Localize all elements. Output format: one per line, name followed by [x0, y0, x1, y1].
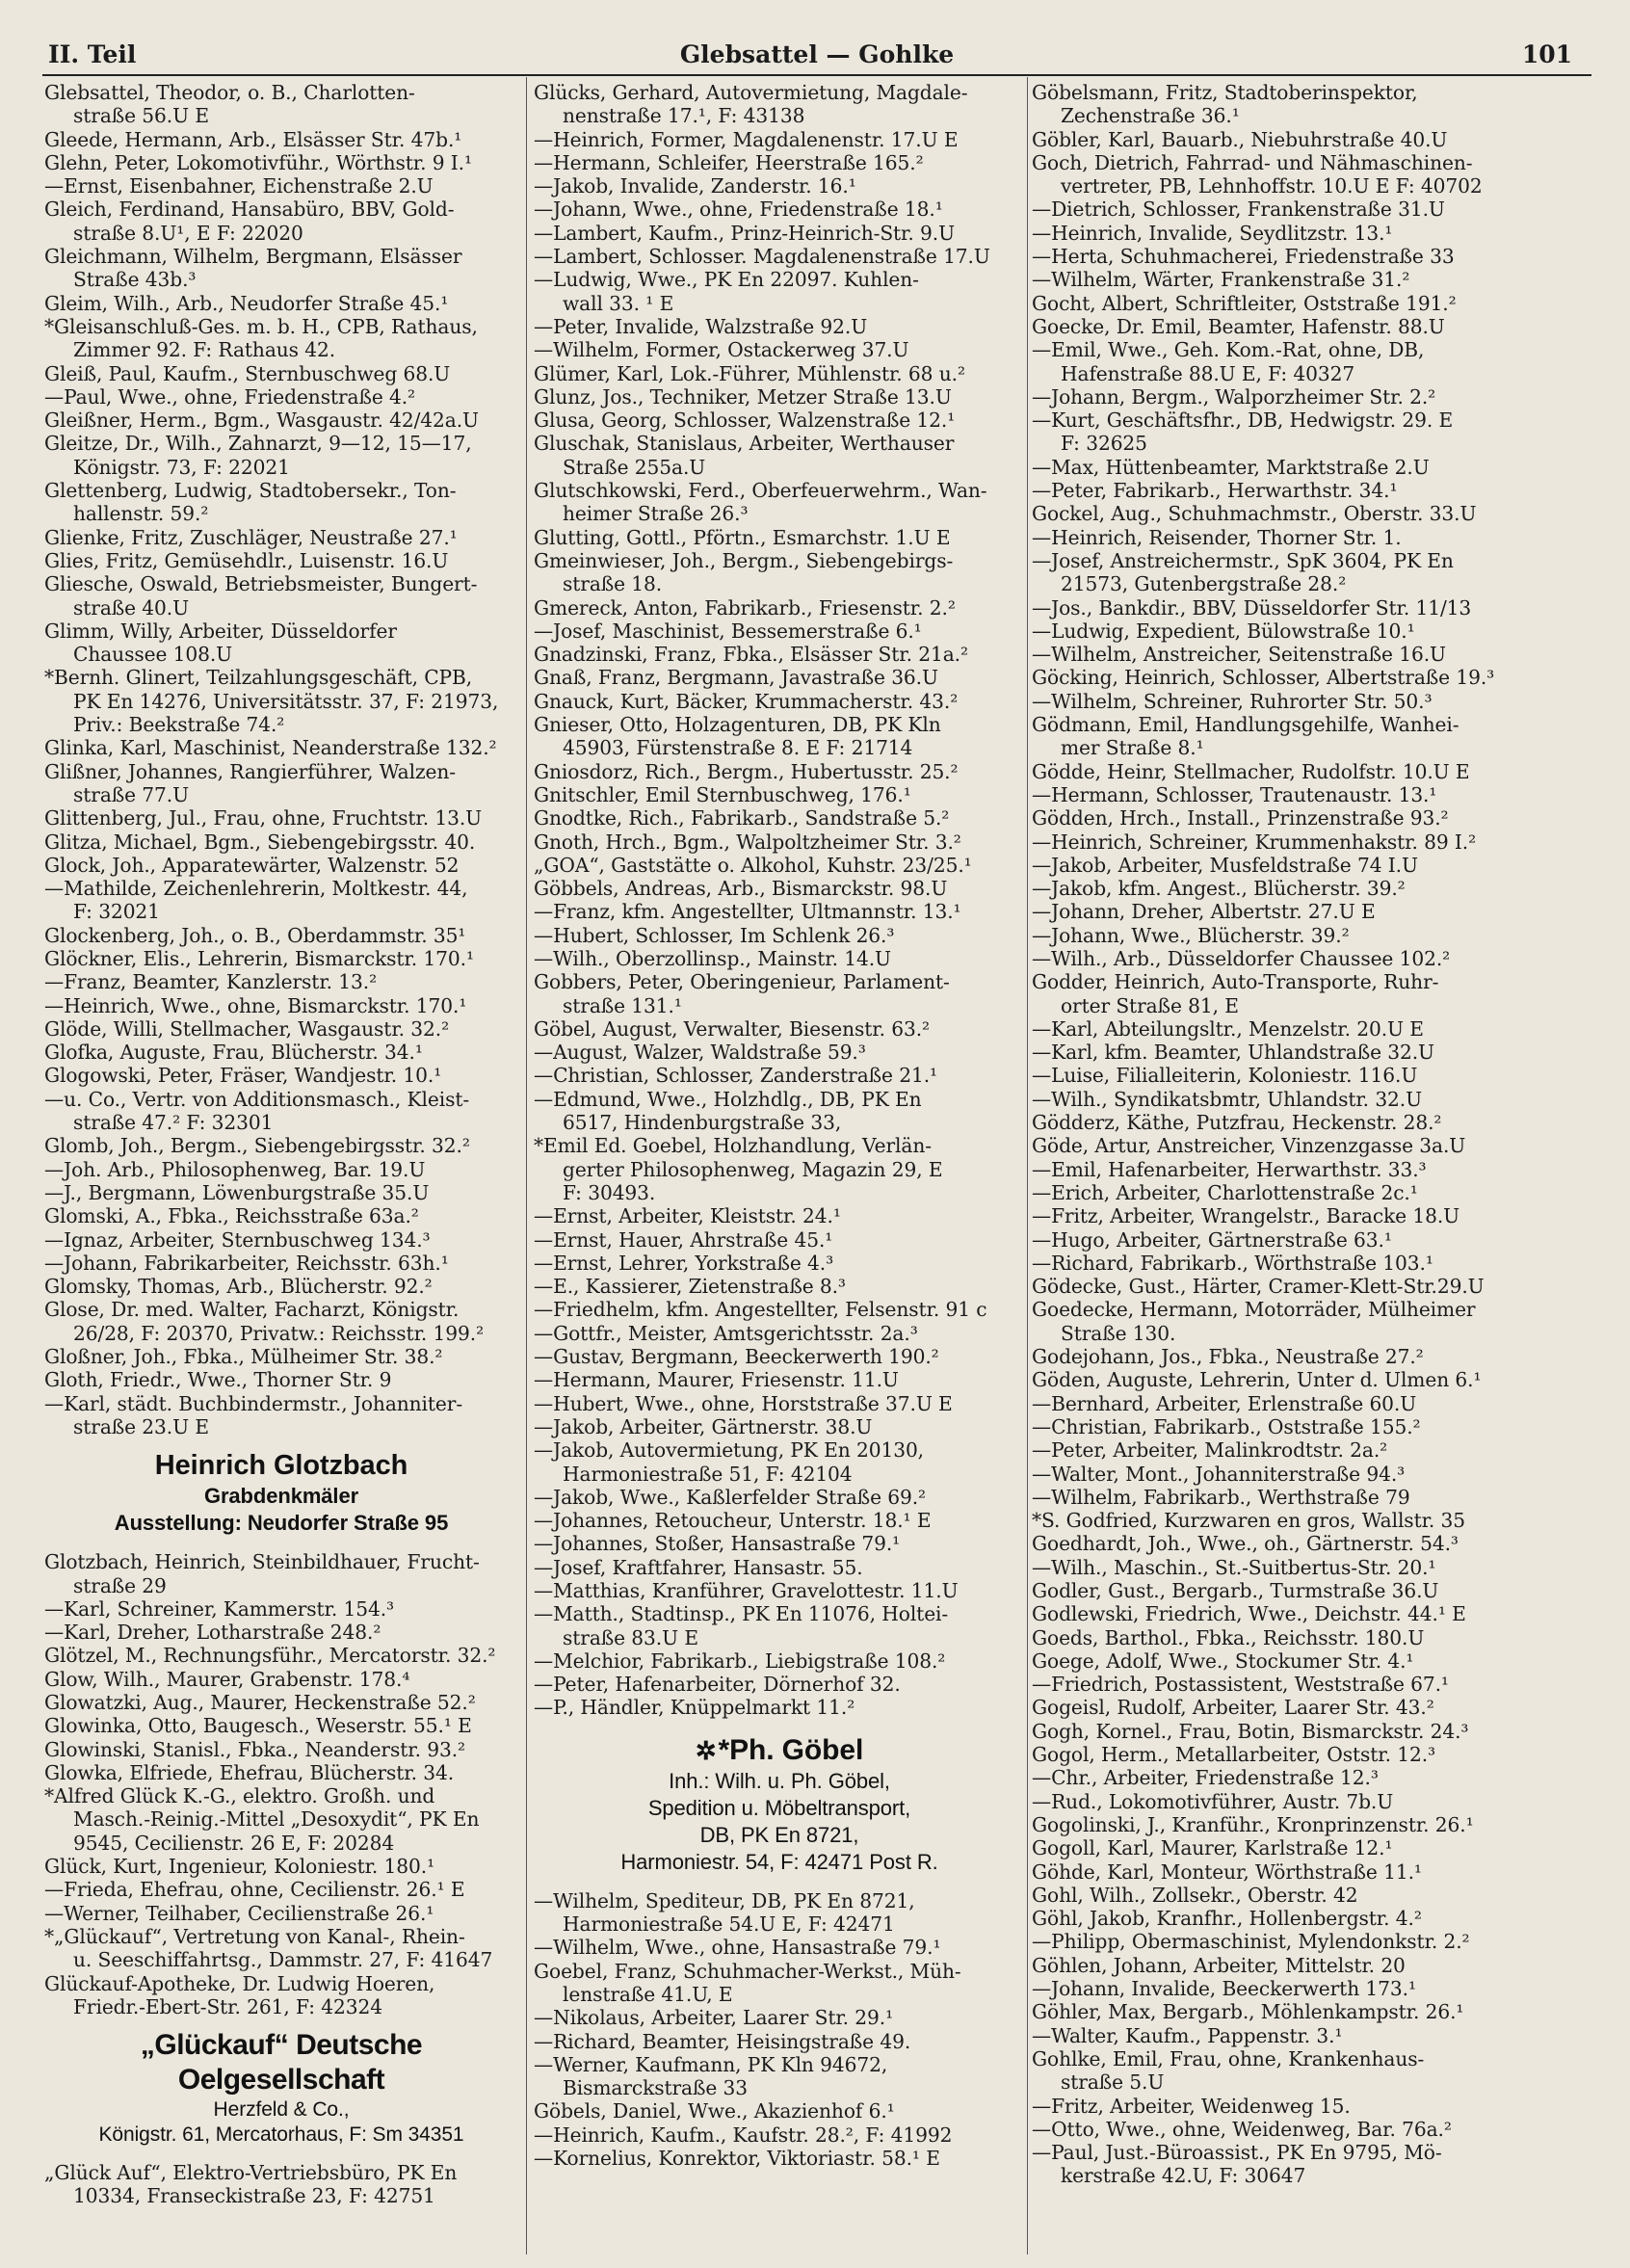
- directory-entry-line: Priv.: Beekstraße 74.²: [73, 713, 285, 737]
- directory-entry-line: —Ignaz, Arbeiter, Sternbuschweg 134.³: [44, 1227, 431, 1252]
- ad-title: *Ph. Göbel: [718, 1733, 864, 1766]
- directory-entry-line: Goedecke, Hermann, Motorräder, Mülheimer: [1032, 1298, 1476, 1322]
- directory-entry-line: *Alfred Glück K.-G., elektro. Großh. und: [44, 1784, 435, 1808]
- ad-glotzbach: [44, 1448, 518, 1537]
- directory-entry-line: Gluschak, Stanislaus, Arbeiter, Werthauser: [534, 432, 955, 456]
- directory-entry-line: Göhde, Karl, Monteur, Wörthstraße 11.¹: [1032, 1859, 1422, 1884]
- directory-entry-line: Gödderz, Käthe, Putzfrau, Heckenstr. 28.²: [1032, 1111, 1442, 1135]
- directory-entry-line: —August, Walzer, Waldstraße 59.³: [534, 1041, 866, 1065]
- directory-entry-line: —Peter, Invalide, Walzstraße 92.U: [534, 314, 868, 338]
- page-number: 101: [1521, 40, 1572, 68]
- ad-title: Heinrich Glotzbach: [154, 1450, 408, 1482]
- directory-entry-line: Glomski, A., Fbka., Reichsstraße 63a.²: [44, 1204, 419, 1228]
- directory-entry-line: —Fritz, Arbeiter, Wrangelstr., Baracke 18.U: [1032, 1204, 1460, 1228]
- directory-entry-line: Gleede, Hermann, Arb., Elsässer Str. 47b.¹: [44, 127, 462, 151]
- directory-entry-line: Gmeinwieser, Joh., Bergm., Siebengebirgs-: [534, 548, 954, 572]
- directory-entry-line: —Wilhelm, Schreiner, Ruhrorter Str. 50.³: [1032, 689, 1433, 713]
- directory-entry-line: —Dietrich, Schlosser, Frankenstraße 31.U: [1032, 198, 1445, 222]
- ad-subtitle: Herzfeld & Co.,: [213, 2098, 350, 2122]
- directory-entry-line: Goeds, Barthol., Fbka., Reichsstr. 180.U: [1032, 1625, 1425, 1649]
- directory-entry-line: Glies, Fritz, Gemüsehdlr., Luisenstr. 16.U: [44, 548, 449, 572]
- directory-entry-line: Gohl, Wilh., Zollsekr., Oberstr. 42: [1032, 1883, 1358, 1907]
- directory-entry-line: —Wilhelm, Wwe., ohne, Hansastraße 79.¹: [534, 1936, 941, 1960]
- directory-entry-line: Glowinka, Otto, Baugesch., Weserstr. 55.¹ E: [44, 1714, 472, 1738]
- directory-entry-line: —Ernst, Hauer, Ahrstraße 45.¹: [534, 1227, 833, 1252]
- directory-entry-line: Hafenstraße 88.U E, F: 40327: [1061, 361, 1355, 385]
- directory-entry-line: Straße 43b.³: [73, 268, 197, 292]
- directory-entry-line: —Johannes, Stoßer, Hansastraße 79.¹: [534, 1532, 901, 1556]
- directory-entry-line: Zimmer 92. F: Rathaus 42.: [73, 338, 336, 362]
- directory-entry-line: u. Seeschiffahrtsg., Dammstr. 27, F: 41647: [73, 1948, 493, 1972]
- directory-entry-line: Gleiß, Paul, Kaufm., Sternbuschweg 68.U: [44, 361, 451, 385]
- directory-entry-line: —Johann, Invalide, Beeckerwerth 173.¹: [1032, 1977, 1416, 2001]
- directory-entry-line: Göbel, August, Verwalter, Biesenstr. 63.²: [534, 1016, 931, 1041]
- directory-entry-line: —Luise, Filialleiterin, Koloniestr. 116.U: [1032, 1064, 1418, 1088]
- directory-entry-line: —Melchior, Fabrikarb., Liebigstraße 108.²: [534, 1648, 946, 1673]
- directory-entry-line: —Jakob, Autovermietung, PK En 20130,: [534, 1438, 925, 1463]
- directory-entry-line: —Ludwig, Expedient, Bülowstraße 10.¹: [1032, 619, 1415, 643]
- directory-entry-line: —Johann, Wwe., Blücherstr. 39.²: [1032, 923, 1350, 947]
- directory-entry-line: —Edmund, Wwe., Holzhdlg., DB, PK En: [534, 1087, 922, 1111]
- directory-entry-line: Gocht, Albert, Schriftleiter, Oststraße 191.²: [1032, 291, 1457, 315]
- directory-entry-line: —Peter, Fabrikarb., Herwarthstr. 34.¹: [1032, 479, 1398, 503]
- page-header: [42, 40, 1591, 73]
- directory-entry-line: Gleißner, Herm., Bgm., Wasgaustr. 42/42a.U: [44, 409, 479, 433]
- directory-entry-line: —Johann, Wwe., ohne, Friedenstraße 18.¹: [534, 198, 943, 222]
- directory-entry-line: „GOA“, Gaststätte o. Alkohol, Kuhstr. 23/25.¹: [534, 853, 972, 877]
- directory-entry-line: Bismarckstraße 33: [563, 2076, 749, 2100]
- directory-entry-line: Goege, Adolf, Wwe., Stockumer Str. 4.¹: [1032, 1648, 1414, 1673]
- directory-entry-line: —Wilhelm, Anstreicher, Seitenstraße 16.U: [1032, 643, 1446, 667]
- directory-entry-line: straße 77.U: [73, 782, 190, 806]
- directory-entry-line: Glittenberg, Jul., Frau, ohne, Fruchtstr. 13.U: [44, 806, 483, 831]
- directory-entry-line: F: 32625: [1061, 432, 1147, 456]
- directory-entry-line: straße 56.U E: [73, 104, 209, 128]
- directory-entry-line: Gnoth, Hrch., Bgm., Walpoltzheimer Str. 3.²: [534, 830, 961, 854]
- directory-entry-line: Glückauf-Apotheke, Dr. Ludwig Hoeren,: [44, 1971, 435, 1995]
- directory-entry-line: —Ernst, Arbeiter, Kleiststr. 24.¹: [534, 1204, 841, 1228]
- directory-entry-line: —E., Kassierer, Zietenstraße 8.³: [534, 1275, 846, 1299]
- directory-entry-line: —Christian, Fabrikarb., Oststraße 155.²: [1032, 1414, 1421, 1438]
- ad-goebel: [534, 1733, 1025, 1876]
- directory-entry-line: Göhler, Max, Bergarb., Möhlenkampstr. 26.¹: [1032, 2000, 1464, 2024]
- directory-entry-line: wall 33. ¹ E: [563, 291, 674, 315]
- directory-entry-line: Glofka, Auguste, Frau, Blücherstr. 34.¹: [44, 1041, 423, 1065]
- directory-entry-line: Gnitschler, Emil Sternbuschweg, 176.¹: [534, 782, 911, 806]
- directory-entry-line: —Johann, Bergm., Walporzheimer Str. 2.²: [1032, 384, 1436, 409]
- directory-entry-line: 9545, Cecilienstr. 26 E, F: 20284: [73, 1831, 395, 1855]
- column-3: [1032, 81, 1550, 2249]
- directory-entry-line: gerter Philosophenweg, Magazin 29, E: [563, 1157, 943, 1181]
- directory-entry-line: PK En 14276, Universitätsstr. 37, F: 21973,: [73, 689, 499, 713]
- directory-entry-line: Goch, Dietrich, Fahrrad- und Nähmaschinen-: [1032, 150, 1473, 174]
- directory-entry-line: Godlewski, Friedrich, Wwe., Deichstr. 44.¹ E: [1032, 1602, 1466, 1626]
- directory-entry-line: Gogeisl, Rudolf, Arbeiter, Laarer Str. 43.²: [1032, 1696, 1434, 1720]
- directory-entry-line: mer Straße 8.¹: [1061, 736, 1204, 760]
- ad-line: Spedition u. Möbeltransport,: [647, 1795, 911, 1820]
- directory-entry-line: —Johannes, Retoucheur, Unterstr. 18.¹ E: [534, 1509, 932, 1533]
- directory-entry-line: —Peter, Arbeiter, Malinkrodtstr. 2a.²: [1032, 1438, 1388, 1463]
- directory-entry-line: —Hermann, Schleifer, Heerstraße 165.²: [534, 150, 924, 174]
- directory-entry-line: —Friedhelm, kfm. Angestellter, Felsenstr. 91 c: [534, 1298, 987, 1322]
- directory-entry-line: Glowatzki, Aug., Maurer, Heckenstraße 52.²: [44, 1691, 476, 1714]
- directory-entry-line: Gödde, Heinr, Stellmacher, Rudolfstr. 10.U E: [1032, 759, 1470, 783]
- ad-address: Ausstellung: Neudorfer Straße 95: [114, 1511, 449, 1536]
- directory-entry-line: —Karl, städt. Buchbindermstr., Johanniter-: [44, 1391, 463, 1415]
- directory-entry-line: —Erich, Arbeiter, Charlottenstraße 2c.¹: [1032, 1180, 1418, 1204]
- section-label: II. Teil: [48, 40, 137, 68]
- directory-entry-line: —Karl, Schreiner, Kammerstr. 154.³: [44, 1596, 395, 1621]
- directory-entry-line: Goedhardt, Joh., Wwe., oh., Gärtnerstr. 54.³: [1032, 1532, 1459, 1556]
- directory-entry-line: —Nikolaus, Arbeiter, Laarer Str. 29.¹: [534, 2006, 894, 2030]
- directory-entry-line: —Werner, Teilhaber, Cecilienstraße 26.¹: [44, 1901, 434, 1925]
- directory-entry-line: —Johann, Dreher, Albertstr. 27.U E: [1032, 900, 1376, 924]
- directory-entry-line: —Rud., Lokomotivführer, Austr. 7b.U: [1032, 1789, 1394, 1813]
- directory-entry-line: Glose, Dr. med. Walter, Facharzt, Königstr.: [44, 1298, 460, 1322]
- directory-entry-line: —Wilh., Arb., Düsseldorfer Chaussee 102.²: [1032, 946, 1451, 970]
- directory-entry-line: F: 32021: [73, 900, 160, 924]
- directory-entry-line: Glutting, Gottl., Pförtn., Esmarchstr. 1.U E: [534, 525, 951, 549]
- directory-entry-line: —Richard, Beamter, Heisingstraße 49.: [534, 2029, 911, 2053]
- directory-entry-line: *Emil Ed. Goebel, Holzhandlung, Verlän-: [534, 1134, 932, 1158]
- directory-entry-line: Glöckner, Elis., Lehrerin, Bismarckstr. 170.¹: [44, 946, 474, 970]
- directory-entry-line: —Bernhard, Arbeiter, Erlenstraße 60.U: [1032, 1391, 1417, 1415]
- directory-entry-line: Glitza, Michael, Bgm., Siebengebirgsstr. 40.: [44, 830, 476, 854]
- directory-entry-line: —Hubert, Schlosser, Im Schlenk 26.³: [534, 923, 895, 947]
- directory-entry-line: —Jakob, Arbeiter, Musfeldstraße 74 I.U: [1032, 853, 1418, 877]
- directory-entry-line: —u. Co., Vertr. von Additionsmasch., Kleist-: [44, 1087, 470, 1111]
- directory-entry-line: Glettenberg, Ludwig, Stadtobersekr., Ton-: [44, 479, 457, 503]
- directory-entry-line: —Lambert, Schlosser. Magdalenenstraße 17.U: [534, 245, 990, 269]
- directory-entry-line: straße 83.U E: [563, 1625, 698, 1649]
- directory-entry-line: —Paul, Wwe., ohne, Friedenstraße 4.²: [44, 384, 416, 409]
- column-2: [534, 81, 1025, 2249]
- page-range-title: Glebsattel — Gohlke: [679, 40, 955, 68]
- directory-entry-line: —J., Bergmann, Löwenburgstraße 35.U: [44, 1180, 430, 1204]
- directory-entry-line: —Wilh., Syndikatsbmtr, Uhlandstr. 32.U: [1032, 1087, 1423, 1111]
- directory-entry-line: —Josef, Anstreichermstr., SpK 3604, PK En: [1032, 548, 1454, 572]
- directory-entry-line: Glimm, Willy, Arbeiter, Düsseldorfer: [44, 619, 397, 643]
- entries-block: [534, 81, 1025, 1720]
- directory-entry-line: —Gottfr., Meister, Amtsgerichtsstr. 2a.³: [534, 1321, 918, 1345]
- directory-entry-line: orter Straße 81, E: [1061, 993, 1239, 1017]
- directory-entry-line: —Heinrich, Kaufm., Kaufstr. 28.², F: 41992: [534, 2123, 953, 2147]
- directory-entry-line: —Josef, Kraftfahrer, Hansastr. 55.: [534, 1555, 863, 1579]
- directory-entry-line: —P., Händler, Knüppelmarkt 11.²: [534, 1696, 855, 1720]
- directory-entry-line: straße 131.¹: [563, 993, 682, 1017]
- ad-title: „Glückauf“ Deutsche Oelgesellschaft: [140, 2029, 423, 2097]
- directory-entry-line: —Wilh., Maschin., St.-Suitbertus-Str. 20.¹: [1032, 1555, 1436, 1579]
- directory-entry-line: Göbelsmann, Fritz, Stadtoberinspektor,: [1032, 81, 1418, 104]
- directory-entry-line: straße 5.U: [1061, 2070, 1165, 2095]
- directory-entry-line: —Friedrich, Postassistent, Weststraße 67.¹: [1032, 1673, 1449, 1697]
- directory-entry-line: lenstraße 41.U, E: [563, 1982, 733, 2006]
- directory-entry-line: Gleitze, Dr., Wilh., Zahnarzt, 9—12, 15—17,: [44, 432, 472, 456]
- directory-entry-line: —Joh. Arb., Philosophenweg, Bar. 19.U: [44, 1157, 426, 1181]
- column-divider: [1027, 77, 1028, 2255]
- directory-entry-line: —Jakob, kfm. Angest., Blücherstr. 39.²: [1032, 877, 1406, 901]
- directory-entry-line: Glutschkowski, Ferd., Oberfeuerwehrm., Wan-: [534, 479, 987, 503]
- directory-entry-line: Goecke, Dr. Emil, Beamter, Hafenstr. 88.U: [1032, 314, 1445, 338]
- directory-entry-line: —Frieda, Ehefrau, ohne, Cecilienstr. 26.¹ E: [44, 1878, 465, 1902]
- directory-entry-line: Gödmann, Emil, Handlungsgehilfe, Wanhei-: [1032, 713, 1459, 737]
- directory-entry-line: —Matth., Stadtinsp., PK En 11076, Holtei-: [534, 1602, 949, 1626]
- directory-entry-line: —Karl, Abteilungsltr., Menzelstr. 20.U E: [1032, 1016, 1424, 1041]
- directory-entry-line: Gnodtke, Rich., Fabrikarb., Sandstraße 5.²: [534, 806, 950, 831]
- directory-entry-line: Straße 130.: [1061, 1321, 1176, 1345]
- directory-entry-line: Glißner, Johannes, Rangierführer, Walzen-: [44, 759, 456, 783]
- directory-entry-line: Harmoniestraße 54.U E, F: 42471: [563, 1912, 895, 1937]
- directory-entry-line: Glowinski, Stanisl., Fbka., Neanderstr. 93.²: [44, 1737, 466, 1761]
- header-rule: [42, 74, 1591, 76]
- directory-entry-line: —Ludwig, Wwe., PK En 22097. Kuhlen-: [534, 268, 919, 292]
- directory-entry-line: Gogoll, Karl, Maurer, Karlstraße 12.¹: [1032, 1836, 1393, 1860]
- directory-entry-line: Glock, Joh., Apparatewärter, Walzenstr. 52: [44, 853, 460, 877]
- directory-entry-line: —Johann, Fabrikarbeiter, Reichsstr. 63h.¹: [44, 1251, 449, 1275]
- entries-block: [1032, 81, 1550, 2188]
- ad-line: Harmoniestr. 54, F: 42471 Post R.: [620, 1849, 938, 1874]
- directory-entry-line: —Lambert, Kaufm., Prinz-Heinrich-Str. 9.U: [534, 221, 955, 245]
- directory-entry-line: hallenstr. 59.²: [73, 502, 209, 526]
- directory-entry-line: Gleich, Ferdinand, Hansabüro, BBV, Gold-: [44, 198, 455, 222]
- directory-entry-line: Gleim, Wilh., Arb., Neudorfer Straße 45.¹: [44, 291, 449, 315]
- directory-entry-line: —Franz, kfm. Angestellter, Ultmannstr. 13.¹: [534, 900, 961, 924]
- directory-entry-line: —Emil, Hafenarbeiter, Herwarthstr. 33.³: [1032, 1157, 1427, 1181]
- directory-entry-line: —Ernst, Lehrer, Yorkstraße 4.³: [534, 1251, 834, 1275]
- directory-entry-line: Straße 255a.U: [563, 455, 706, 479]
- directory-entry-line: Glow, Wilh., Maurer, Grabenstr. 178.⁴: [44, 1667, 410, 1691]
- directory-entry-line: Glinka, Karl, Maschinist, Neanderstraße 132.²: [44, 736, 497, 760]
- directory-entry-line: —Richard, Fabrikarb., Wörthstraße 103.¹: [1032, 1251, 1433, 1275]
- directory-entry-line: —Hermann, Schlosser, Trautenaustr. 13.¹: [1032, 782, 1437, 806]
- directory-entry-line: *S. Godfried, Kurzwaren en gros, Wallstr. 35: [1032, 1509, 1466, 1533]
- directory-entry-line: Göde, Artur, Anstreicher, Vinzenzgasse 3a.U: [1032, 1134, 1466, 1158]
- directory-entry-line: —Walter, Kaufm., Pappenstr. 3.¹: [1032, 2023, 1343, 2047]
- directory-entry-line: —Hugo, Arbeiter, Gärtnerstraße 63.¹: [1032, 1227, 1392, 1252]
- directory-entry-line: —Philipp, Obermaschinist, Mylendonkstr. 2.²: [1032, 1930, 1470, 1954]
- directory-entry-line: Gödecke, Gust., Härter, Cramer-Klett-Str.29.U: [1032, 1275, 1485, 1299]
- directory-entry-line: —Karl, kfm. Beamter, Uhlandstraße 32.U: [1032, 1041, 1434, 1065]
- directory-entry-line: Harmoniestraße 51, F: 42104: [563, 1462, 853, 1486]
- directory-entry-line: —Wilhelm, Wärter, Frankenstraße 31.²: [1032, 268, 1410, 292]
- directory-entry-line: Glötzel, M., Rechnungsführ., Mercatorstr. 32.²: [44, 1644, 496, 1668]
- directory-entry-line: Göbels, Daniel, Wwe., Akazienhof 6.¹: [534, 2099, 895, 2123]
- directory-entry-line: straße 29: [73, 1573, 167, 1597]
- directory-entry-line: —Wilhelm, Fabrikarb., Werthstraße 79: [1032, 1485, 1410, 1509]
- directory-entry-line: —Wilhelm, Former, Ostackerweg 37.U: [534, 338, 909, 362]
- directory-entry-line: —Ernst, Eisenbahner, Eichenstraße 2.U: [44, 174, 434, 198]
- entries-block: [44, 1550, 518, 2018]
- directory-entry-line: Godler, Gust., Bergarb., Turmstraße 36.U: [1032, 1579, 1439, 1602]
- directory-entry-line: Gnaß, Franz, Bergmann, Javastraße 36.U: [534, 666, 938, 690]
- directory-entry-line: heimer Straße 26.³: [563, 502, 749, 526]
- directory-entry-line: —Hermann, Maurer, Friesenstr. 11.U: [534, 1368, 899, 1392]
- directory-entry-line: Glockenberg, Joh., o. B., Oberdammstr. 35¹: [44, 923, 466, 947]
- directory-entry-line: Glowka, Elfriede, Ehefrau, Blücherstr. 34.: [44, 1760, 455, 1784]
- directory-entry-line: —Walter, Mont., Johanniterstraße 94.³: [1032, 1462, 1406, 1486]
- directory-entry-line: Gleichmann, Wilhelm, Bergmann, Elsässer: [44, 245, 462, 269]
- directory-entry-line: Königstr. 73, F: 22021: [73, 455, 290, 479]
- directory-entry-line: Masch.-Reinig.-Mittel „Desoxydit“, PK En: [73, 1807, 480, 1832]
- directory-entry-line: —Otto, Wwe., ohne, Weidenweg, Bar. 76a.²: [1032, 2117, 1452, 2141]
- directory-entry-line: F: 30493.: [563, 1180, 656, 1204]
- directory-entry-line: —Chr., Arbeiter, Friedenstraße 12.³: [1032, 1766, 1379, 1790]
- directory-entry-line: —Gustav, Bergmann, Beeckerwerth 190.²: [534, 1345, 939, 1369]
- directory-entry-line: Glunz, Jos., Techniker, Metzer Straße 13.U: [534, 384, 952, 409]
- directory-entry-line: straße 40.U: [73, 595, 190, 620]
- directory-entry-line: —Hubert, Wwe., ohne, Horststraße 37.U E: [534, 1391, 953, 1415]
- directory-entry-line: 6517, Hindenburgstraße 33,: [563, 1111, 842, 1135]
- entries-block: [44, 2161, 518, 2208]
- directory-entry-line: —Heinrich, Schreiner, Krummenhakstr. 89 I.²: [1032, 830, 1477, 854]
- directory-entry-line: —Heinrich, Wwe., ohne, Bismarckstr. 170.¹: [44, 993, 467, 1017]
- directory-entry-line: Göden, Auguste, Lehrerin, Unter d. Ulmen 6.¹: [1032, 1368, 1482, 1392]
- directory-entry-line: straße 47.² F: 32301: [73, 1111, 274, 1135]
- directory-entry-line: 10334, Franseckistraße 23, F: 42751: [73, 2184, 435, 2208]
- column-divider: [526, 77, 527, 2255]
- directory-entry-line: kerstraße 42.U, F: 30647: [1061, 2164, 1306, 2188]
- directory-entry-line: Gogol, Herm., Metallarbeiter, Oststr. 12.³: [1032, 1743, 1436, 1767]
- directory-entry-line: —Franz, Beamter, Kanzlerstr. 13.²: [44, 970, 378, 994]
- directory-entry-line: —Peter, Hafenarbeiter, Dörnerhof 32.: [534, 1673, 901, 1697]
- directory-entry-line: Gogolinski, J., Kranführ., Kronprinzenstr. 26.¹: [1032, 1812, 1474, 1836]
- directory-entry-line: Glogowski, Peter, Fräser, Wandjestr. 10.¹: [44, 1064, 442, 1088]
- directory-entry-line: Göbler, Karl, Bauarb., Niebuhrstraße 40.U: [1032, 127, 1448, 151]
- directory-entry-line: Glehn, Peter, Lokomotivführ., Wörthstr. 9 I.¹: [44, 150, 472, 174]
- ad-line: Inh.: Wilh. u. Ph. Göbel,: [669, 1768, 890, 1793]
- directory-entry-line: Göcking, Heinrich, Schlosser, Albertstraße 19.³: [1032, 666, 1495, 690]
- ad-subtitle: Grabdenkmäler: [203, 1484, 359, 1509]
- directory-entry-line: Godder, Heinrich, Auto-Transporte, Ruhr-: [1032, 970, 1439, 994]
- directory-entry-line: Gnauck, Kurt, Bäcker, Krummacherstr. 43.²: [534, 689, 959, 713]
- directory-entry-line: „Glück Auf“, Elektro-Vertriebsbüro, PK En: [44, 2161, 458, 2185]
- directory-entry-line: Gloßner, Joh., Fbka., Mülheimer Str. 38.²: [44, 1345, 443, 1369]
- directory-entry-line: —Max, Hüttenbeamter, Marktstraße 2.U: [1032, 455, 1430, 479]
- directory-entry-line: —Josef, Maschinist, Bessemerstraße 6.¹: [534, 619, 922, 643]
- directory-entry-line: Gohlke, Emil, Frau, ohne, Krankenhaus-: [1032, 2046, 1425, 2070]
- star-logo-icon: ✲: [695, 1735, 717, 1765]
- directory-entry-line: Göhl, Jakob, Kranfhr., Hollenbergstr. 4.²: [1032, 1907, 1422, 1931]
- directory-entry-line: Chaussee 108.U: [73, 643, 233, 667]
- ad-address: Königstr. 61, Mercatorhaus, F: Sm 34351: [98, 2123, 464, 2147]
- directory-entry-line: 45903, Fürstenstraße 8. E F: 21714: [563, 736, 913, 760]
- directory-entry-line: Glomb, Joh., Bergm., Siebengebirgsstr. 32.²: [44, 1134, 470, 1158]
- directory-entry-line: —Christian, Schlosser, Zanderstraße 21.¹: [534, 1064, 938, 1088]
- directory-entry-line: Godejohann, Jos., Fbka., Neustraße 27.²: [1032, 1345, 1424, 1369]
- directory-entry-line: Glücks, Gerhard, Autovermietung, Magdale-: [534, 81, 968, 104]
- directory-entry-line: Gnieser, Otto, Holzagenturen, DB, PK Kln: [534, 713, 941, 737]
- directory-entry-line: Glomsky, Thomas, Arb., Blücherstr. 92.²: [44, 1275, 433, 1299]
- ad-glueckauf: [44, 2028, 518, 2148]
- directory-entry-line: Gnadzinski, Franz, Fbka., Elsässer Str. 21a.²: [534, 643, 968, 667]
- directory-entry-line: *Gleisanschluß-Ges. m. b. H., CPB, Rathaus,: [44, 314, 478, 338]
- directory-entry-line: —Jakob, Wwe., Kaßlerfelder Straße 69.²: [534, 1485, 927, 1509]
- directory-entry-line: straße 18.: [563, 572, 663, 596]
- directory-entry-line: Zechenstraße 36.¹: [1061, 104, 1240, 128]
- directory-entry-line: —Werner, Kaufmann, PK Kln 94672,: [534, 2052, 888, 2076]
- directory-entry-line: *„Glückauf“, Vertretung von Kanal-, Rhein-: [44, 1924, 465, 1948]
- directory-entry-line: Glümer, Karl, Lok.-Führer, Mühlenstr. 68 u.²: [534, 361, 965, 385]
- entries-block: [534, 1889, 1025, 2171]
- directory-entry-line: —Jos., Bankdir., BBV, Düsseldorfer Str. 11/13: [1032, 595, 1472, 620]
- directory-entry-line: Glotzbach, Heinrich, Steinbildhauer, Frucht-: [44, 1550, 480, 1574]
- directory-entry-line: nenstraße 17.¹, F: 43138: [563, 104, 805, 128]
- directory-entry-line: Gockel, Aug., Schuhmachmstr., Oberstr. 33.U: [1032, 502, 1477, 526]
- directory-entry-line: vertreter, PB, Lehnhoffstr. 10.U E F: 40702: [1061, 174, 1483, 198]
- directory-entry-line: —Heinrich, Invalide, Seydlitzstr. 13.¹: [1032, 221, 1393, 245]
- directory-entry-line: Göhlen, Johann, Arbeiter, Mittelstr. 20: [1032, 1953, 1406, 1977]
- directory-entry-line: —Wilh., Oberzollinsp., Mainstr. 14.U: [534, 946, 891, 970]
- directory-entry-line: Glienke, Fritz, Zuschläger, Neustraße 27.¹: [44, 525, 458, 549]
- directory-entry-line: —Jakob, Invalide, Zanderstr. 16.¹: [534, 174, 856, 198]
- directory-entry-line: Friedr.-Ebert-Str. 261, F: 42324: [73, 1994, 382, 2018]
- directory-entry-line: Gogh, Kornel., Frau, Botin, Bismarckstr. 24.³: [1032, 1719, 1469, 1743]
- directory-entry-line: Gloth, Friedr., Wwe., Thorner Str. 9: [44, 1368, 392, 1392]
- directory-entry-line: —Matthias, Kranführer, Gravelottestr. 11.U: [534, 1579, 959, 1602]
- directory-entry-line: Glusa, Georg, Schlosser, Walzenstraße 12.¹: [534, 409, 956, 433]
- directory-entry-line: Glück, Kurt, Ingenieur, Koloniestr. 180.¹: [44, 1855, 435, 1879]
- directory-entry-line: Goebel, Franz, Schuhmacher-Werkst., Müh-: [534, 1959, 961, 1983]
- directory-entry-line: —Emil, Wwe., Geh. Kom.-Rat, ohne, DB,: [1032, 338, 1425, 362]
- directory-entry-line: 21573, Gutenbergstraße 28.²: [1061, 572, 1347, 596]
- directory-entry-line: Gniosdorz, Rich., Bergm., Hubertusstr. 25.²: [534, 759, 959, 783]
- directory-entry-line: —Kurt, Geschäftsfhr., DB, Hedwigstr. 29. E: [1032, 409, 1454, 433]
- directory-entry-line: —Paul, Just.-Büroassist., PK En 9795, Mö-: [1032, 2141, 1442, 2165]
- directory-entry-line: —Jakob, Arbeiter, Gärtnerstr. 38.U: [534, 1414, 873, 1438]
- directory-entry-line: straße 23.U E: [73, 1414, 209, 1438]
- directory-entry-line: Gobbers, Peter, Oberingenieur, Parlament-: [534, 970, 950, 994]
- directory-entry-line: —Herta, Schuhmacherei, Friedenstraße 33: [1032, 245, 1455, 269]
- directory-entry-line: Gödden, Hrch., Install., Prinzenstraße 93.²: [1032, 806, 1449, 831]
- directory-entry-line: Glebsattel, Theodor, o. B., Charlotten-: [44, 81, 415, 104]
- directory-entry-line: *Bernh. Glinert, Teilzahlungsgeschäft, CPB,: [44, 666, 473, 690]
- directory-entry-line: 26/28, F: 20370, Privatw.: Reichsstr. 199.²: [73, 1321, 485, 1345]
- directory-entry-line: —Heinrich, Reisender, Thorner Str. 1.: [1032, 525, 1402, 549]
- directory-entry-line: Glöde, Willi, Stellmacher, Wasgaustr. 32.²: [44, 1016, 450, 1041]
- directory-entry-line: —Fritz, Arbeiter, Weidenweg 15.: [1032, 2094, 1351, 2118]
- directory-entry-line: —Heinrich, Former, Magdalenenstr. 17.U E: [534, 127, 959, 151]
- column-1: [44, 81, 518, 2249]
- directory-entry-line: —Karl, Dreher, Lotharstraße 248.²: [44, 1621, 381, 1645]
- directory-entry-line: Göbbels, Andreas, Arb., Bismarckstr. 98.U: [534, 877, 948, 901]
- entries-block: [44, 81, 518, 1438]
- directory-entry-line: Gmereck, Anton, Fabrikarb., Friesenstr. 2.²: [534, 595, 956, 620]
- directory-entry-line: straße 8.U¹, E F: 22020: [73, 221, 303, 245]
- directory-entry-line: —Kornelius, Konrektor, Viktoriastr. 58.¹ E: [534, 2147, 940, 2171]
- directory-entry-line: Gliesche, Oswald, Betriebsmeister, Bungert-: [44, 572, 478, 596]
- ad-line: DB, PK En 8721,: [699, 1822, 859, 1847]
- directory-entry-line: —Wilhelm, Spediteur, DB, PK En 8721,: [534, 1888, 915, 1912]
- directory-entry-line: —Mathilde, Zeichenlehrerin, Moltkestr. 44,: [44, 877, 468, 901]
